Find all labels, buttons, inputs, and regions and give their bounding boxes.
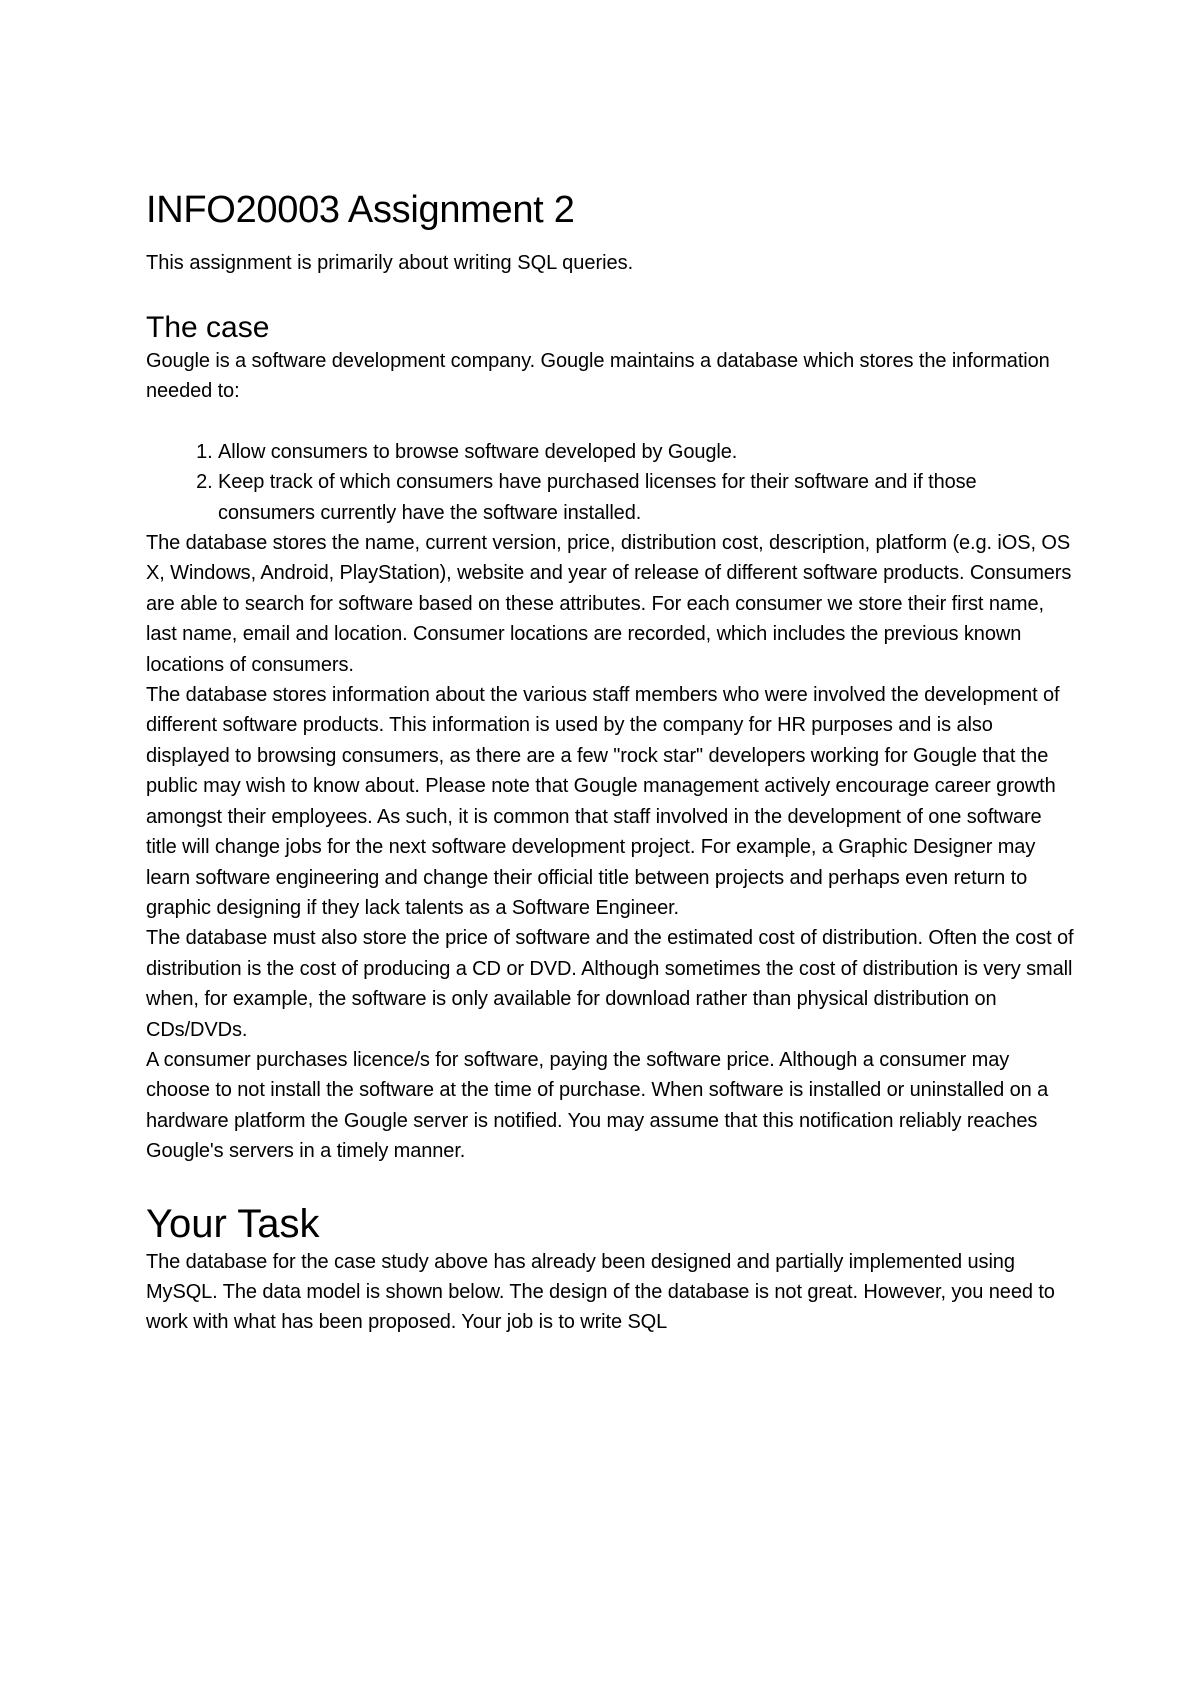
case-heading: The case	[146, 311, 270, 344]
document-page	[146, 180, 1076, 1338]
requirements-list	[146, 437, 1076, 528]
requirement-item-1: 1. Allow consumers to browse software developed by Gougle.	[218, 437, 1076, 467]
software-attributes-paragraph: The database stores the name, current version, price, distribution cost, description, platform (e.g. iOS, OS X, Windows, Android, PlayStation), website and year of release of different software products. Consumers are able to search for software based on these attributes. For each consumer we store their first name, last name, email and location. Consumer locations are recorded, which includes the previous known locations of consumers.	[146, 532, 1072, 676]
distribution-cost-paragraph: The database must also store the price of software and the estimated cost of distribution. Often the cost of distribution is the cost of producing a CD or DVD. Although sometimes the cost of distribution is very small when, for example, the software is only available for download rather than physical distribution on CDs/DVDs.	[146, 927, 1074, 1041]
task-paragraph: The database for the case study above has already been designed and partially implemented using MySQL. The data model is shown below. The design of the database is not great. However, you need to work with what has been proposed. Your job is to write SQL	[146, 1250, 1055, 1334]
licence-purchase-paragraph: A consumer purchases licence/s for software, paying the software price. Although a consumer may choose to not install the software at the time of purchase. When software is installed or uninstalled on a hardware platform the Gougle server is notified. You may assume that this notification reliably reaches Gougle's servers in a timely manner.	[146, 1048, 1049, 1163]
task-heading: Your Task	[146, 1201, 320, 1246]
case-intro-paragraph: Gougle is a software development company. Gougle maintains a database which stores the information needed to:	[146, 350, 1050, 403]
staff-paragraph: The database stores information about the various staff members who were involved the development of different software products. This information is used by the company for HR purposes and is also displayed to browsing consumers, as there are a few "rock star" developers working for Gougle that the public may wish to know about. Please note that Gougle management actively encourage career growth amongst their employees. As such, it is common that staff involved in the development of one software title will change jobs for the next software development project. For example, a Graphic Designer may learn software engineering and change their official title between projects and perhaps even return to graphic designing if they lack talents as a Software Engineer.	[146, 684, 1060, 919]
document-subtitle: This assignment is primarily about writing SQL queries.	[146, 252, 634, 274]
requirement-item-2: 2. Keep track of which consumers have purchased licenses for their software and if those consumers currently have the software installed.	[218, 467, 1076, 528]
document-title: INFO20003 Assignment 2	[146, 189, 575, 231]
